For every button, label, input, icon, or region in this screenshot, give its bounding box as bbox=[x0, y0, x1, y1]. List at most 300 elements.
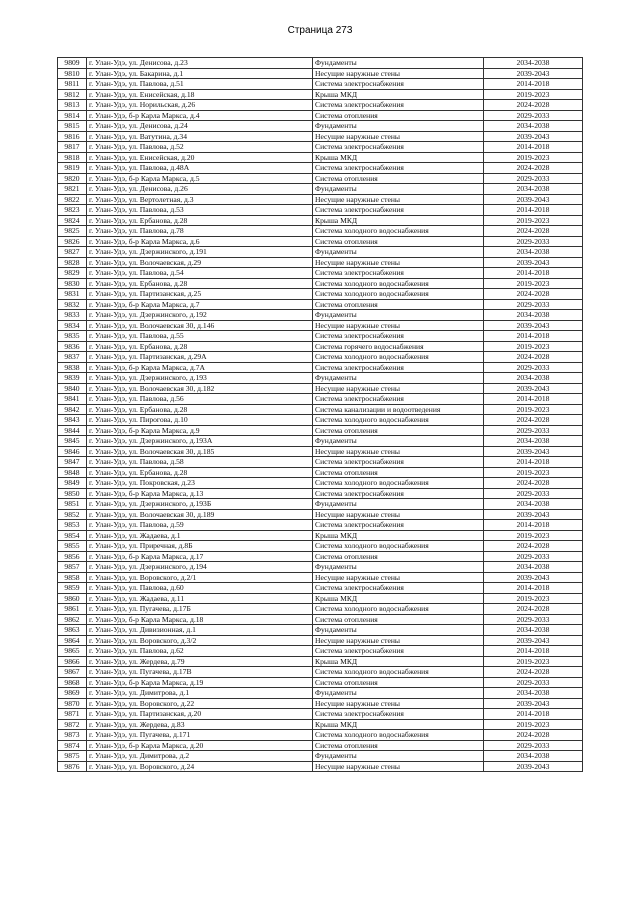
row-number: 9859 bbox=[58, 583, 87, 594]
structural-element-cell: Система отопления bbox=[313, 110, 484, 121]
row-number: 9856 bbox=[58, 551, 87, 562]
address-cell: г. Улан-Удэ, ул. Партизанская, д.25 bbox=[87, 289, 313, 300]
row-number: 9831 bbox=[58, 289, 87, 300]
row-number: 9849 bbox=[58, 478, 87, 489]
row-number: 9848 bbox=[58, 467, 87, 478]
address-cell: г. Улан-Удэ, ул. Дзержинского, д.194 bbox=[87, 562, 313, 573]
table-row bbox=[58, 488, 583, 499]
address-cell: г. Улан-Удэ, ул. Норильская, д.26 bbox=[87, 100, 313, 111]
table-row bbox=[58, 152, 583, 163]
address-cell: г. Улан-Удэ, ул. Дивизионная, д.1 bbox=[87, 625, 313, 636]
structural-element-cell: Фундаменты bbox=[313, 310, 484, 321]
table-row bbox=[58, 509, 583, 520]
repair-period-cell: 2024-2028 bbox=[484, 478, 583, 489]
address-cell: г. Улан-Удэ, ул. Димитрова, д.1 bbox=[87, 688, 313, 699]
structural-element-cell: Система электроснабжения bbox=[313, 331, 484, 342]
structural-element-cell: Система электроснабжения bbox=[313, 100, 484, 111]
row-number: 9872 bbox=[58, 719, 87, 730]
structural-element-cell: Несущие наружные стены bbox=[313, 383, 484, 394]
repair-period-cell: 2034-2038 bbox=[484, 247, 583, 258]
row-number: 9836 bbox=[58, 341, 87, 352]
structural-element-cell: Фундаменты bbox=[313, 184, 484, 195]
structural-element-cell: Фундаменты bbox=[313, 625, 484, 636]
table-row bbox=[58, 163, 583, 174]
address-cell: г. Улан-Удэ, ул. Волочаевская 30, д.182 bbox=[87, 383, 313, 394]
address-cell: г. Улан-Удэ, ул. Павлова, д.62 bbox=[87, 646, 313, 657]
row-number: 9811 bbox=[58, 79, 87, 90]
structural-element-cell: Система отопления bbox=[313, 299, 484, 310]
repair-period-cell: 2014-2018 bbox=[484, 646, 583, 657]
address-cell: г. Улан-Удэ, ул. Ербанова, д.28 bbox=[87, 278, 313, 289]
structural-element-cell: Система холодного водоснабжения bbox=[313, 352, 484, 363]
repair-period-cell: 2034-2038 bbox=[484, 184, 583, 195]
row-number: 9846 bbox=[58, 446, 87, 457]
table-row bbox=[58, 457, 583, 468]
structural-element-cell: Система холодного водоснабжения bbox=[313, 730, 484, 741]
repair-period-cell: 2029-2033 bbox=[484, 362, 583, 373]
row-number: 9828 bbox=[58, 257, 87, 268]
row-number: 9874 bbox=[58, 740, 87, 751]
table-row bbox=[58, 740, 583, 751]
structural-element-cell: Система горячего водоснабжения bbox=[313, 341, 484, 352]
row-number: 9834 bbox=[58, 320, 87, 331]
table-row bbox=[58, 341, 583, 352]
address-cell: г. Улан-Удэ, ул. Енисейская, д.18 bbox=[87, 89, 313, 100]
table-row bbox=[58, 478, 583, 489]
structural-element-cell: Система электроснабжения bbox=[313, 205, 484, 216]
repair-period-cell: 2039-2043 bbox=[484, 509, 583, 520]
structural-element-cell: Система электроснабжения bbox=[313, 362, 484, 373]
table-row bbox=[58, 131, 583, 142]
address-cell: г. Улан-Удэ, ул. Ербанова, д.28 bbox=[87, 341, 313, 352]
address-cell: г. Улан-Удэ, б-р Карла Маркса, д.17 bbox=[87, 551, 313, 562]
row-number: 9867 bbox=[58, 667, 87, 678]
repair-period-cell: 2014-2018 bbox=[484, 457, 583, 468]
address-cell: г. Улан-Удэ, ул. Павлова, д.56 bbox=[87, 394, 313, 405]
table-row bbox=[58, 761, 583, 772]
repair-period-cell: 2019-2023 bbox=[484, 719, 583, 730]
repair-period-cell: 2039-2043 bbox=[484, 68, 583, 79]
structural-element-cell: Крыша МКД bbox=[313, 89, 484, 100]
repair-period-cell: 2019-2023 bbox=[484, 278, 583, 289]
table-row bbox=[58, 194, 583, 205]
repair-period-cell: 2029-2033 bbox=[484, 551, 583, 562]
repair-period-cell: 2039-2043 bbox=[484, 194, 583, 205]
row-number: 9838 bbox=[58, 362, 87, 373]
table-row bbox=[58, 572, 583, 583]
structural-element-cell: Система электроснабжения bbox=[313, 488, 484, 499]
row-number: 9826 bbox=[58, 236, 87, 247]
table-row bbox=[58, 583, 583, 594]
table-row bbox=[58, 205, 583, 216]
address-cell: г. Улан-Удэ, ул. Пирогова, д.10 bbox=[87, 415, 313, 426]
repair-period-cell: 2014-2018 bbox=[484, 268, 583, 279]
address-cell: г. Улан-Удэ, ул. Дзержинского, д.192 bbox=[87, 310, 313, 321]
address-cell: г. Улан-Удэ, ул. Денисова, д.24 bbox=[87, 121, 313, 132]
address-cell: г. Улан-Удэ, ул. Волочаевская 30, д.146 bbox=[87, 320, 313, 331]
repair-period-cell: 2034-2038 bbox=[484, 688, 583, 699]
row-number: 9830 bbox=[58, 278, 87, 289]
address-cell: г. Улан-Удэ, б-р Карла Маркса, д.20 bbox=[87, 740, 313, 751]
row-number: 9812 bbox=[58, 89, 87, 100]
repair-period-cell: 2019-2023 bbox=[484, 404, 583, 415]
repair-period-cell: 2014-2018 bbox=[484, 520, 583, 531]
structural-element-cell: Несущие наружные стены bbox=[313, 257, 484, 268]
table-row bbox=[58, 320, 583, 331]
address-cell: г. Улан-Удэ, б-р Карла Маркса, д.5 bbox=[87, 173, 313, 184]
repair-period-cell: 2034-2038 bbox=[484, 751, 583, 762]
repair-period-cell: 2039-2043 bbox=[484, 383, 583, 394]
structural-element-cell: Крыша МКД bbox=[313, 530, 484, 541]
repair-period-cell: 2024-2028 bbox=[484, 415, 583, 426]
row-number: 9852 bbox=[58, 509, 87, 520]
table-row bbox=[58, 751, 583, 762]
structural-element-cell: Несущие наружные стены bbox=[313, 635, 484, 646]
address-cell: г. Улан-Удэ, ул. Бакарина, д.1 bbox=[87, 68, 313, 79]
repair-period-cell: 2039-2043 bbox=[484, 320, 583, 331]
table-row bbox=[58, 215, 583, 226]
table-row bbox=[58, 667, 583, 678]
address-cell: г. Улан-Удэ, ул. Павлова, д.58 bbox=[87, 457, 313, 468]
repair-period-cell: 2034-2038 bbox=[484, 436, 583, 447]
address-cell: г. Улан-Удэ, ул. Ербанова, д.28 bbox=[87, 404, 313, 415]
table-row bbox=[58, 635, 583, 646]
structural-element-cell: Несущие наружные стены bbox=[313, 131, 484, 142]
structural-element-cell: Крыша МКД bbox=[313, 719, 484, 730]
repair-period-cell: 2024-2028 bbox=[484, 604, 583, 615]
repair-period-cell: 2029-2033 bbox=[484, 614, 583, 625]
structural-element-cell: Система электроснабжения bbox=[313, 79, 484, 90]
table-row bbox=[58, 530, 583, 541]
structural-element-cell: Система отопления bbox=[313, 614, 484, 625]
address-cell: г. Улан-Удэ, ул. Ербанова, д.28 bbox=[87, 467, 313, 478]
repair-period-cell: 2019-2023 bbox=[484, 215, 583, 226]
repair-period-cell: 2034-2038 bbox=[484, 373, 583, 384]
structural-element-cell: Система электроснабжения bbox=[313, 583, 484, 594]
table-row bbox=[58, 299, 583, 310]
structural-element-cell: Система электроснабжения bbox=[313, 520, 484, 531]
table-row bbox=[58, 68, 583, 79]
repair-period-cell: 2014-2018 bbox=[484, 331, 583, 342]
row-number: 9829 bbox=[58, 268, 87, 279]
registry-table bbox=[57, 57, 583, 772]
table-row bbox=[58, 436, 583, 447]
structural-element-cell: Крыша МКД bbox=[313, 152, 484, 163]
address-cell: г. Улан-Удэ, ул. Вертолетная, д.3 bbox=[87, 194, 313, 205]
row-number: 9847 bbox=[58, 457, 87, 468]
repair-period-cell: 2024-2028 bbox=[484, 541, 583, 552]
structural-element-cell: Фундаменты bbox=[313, 751, 484, 762]
table-row bbox=[58, 467, 583, 478]
table-row bbox=[58, 236, 583, 247]
repair-period-cell: 2034-2038 bbox=[484, 625, 583, 636]
address-cell: г. Улан-Удэ, ул. Жадаева, д.11 bbox=[87, 593, 313, 604]
row-number: 9844 bbox=[58, 425, 87, 436]
address-cell: г. Улан-Удэ, ул. Павлова, д.51 bbox=[87, 79, 313, 90]
repair-period-cell: 2029-2033 bbox=[484, 110, 583, 121]
row-number: 9833 bbox=[58, 310, 87, 321]
table-row bbox=[58, 593, 583, 604]
repair-period-cell: 2029-2033 bbox=[484, 173, 583, 184]
table-row bbox=[58, 562, 583, 573]
structural-element-cell: Система отопления bbox=[313, 467, 484, 478]
table-row bbox=[58, 688, 583, 699]
address-cell: г. Улан-Удэ, б-р Карла Маркса, д.6 bbox=[87, 236, 313, 247]
repair-period-cell: 2019-2023 bbox=[484, 656, 583, 667]
repair-period-cell: 2019-2023 bbox=[484, 89, 583, 100]
table-row bbox=[58, 257, 583, 268]
table-row bbox=[58, 656, 583, 667]
structural-element-cell: Система холодного водоснабжения bbox=[313, 289, 484, 300]
repair-period-cell: 2014-2018 bbox=[484, 205, 583, 216]
table-row bbox=[58, 394, 583, 405]
address-cell: г. Улан-Удэ, б-р Карла Маркса, д.9 bbox=[87, 425, 313, 436]
row-number: 9869 bbox=[58, 688, 87, 699]
structural-element-cell: Система электроснабжения bbox=[313, 142, 484, 153]
repair-period-cell: 2034-2038 bbox=[484, 121, 583, 132]
table-row bbox=[58, 362, 583, 373]
address-cell: г. Улан-Удэ, ул. Ватутина, д.34 bbox=[87, 131, 313, 142]
repair-period-cell: 2024-2028 bbox=[484, 730, 583, 741]
address-cell: г. Улан-Удэ, б-р Карла Маркса, д.13 bbox=[87, 488, 313, 499]
structural-element-cell: Система отопления bbox=[313, 551, 484, 562]
structural-element-cell: Фундаменты bbox=[313, 58, 484, 69]
address-cell: г. Улан-Удэ, ул. Партизанская, д.20 bbox=[87, 709, 313, 720]
address-cell: г. Улан-Удэ, ул. Волочаевская 30, д.185 bbox=[87, 446, 313, 457]
table-row bbox=[58, 226, 583, 237]
table-row bbox=[58, 89, 583, 100]
structural-element-cell: Система электроснабжения bbox=[313, 268, 484, 279]
repair-period-cell: 2039-2043 bbox=[484, 635, 583, 646]
table-row bbox=[58, 499, 583, 510]
row-number: 9868 bbox=[58, 677, 87, 688]
row-number: 9832 bbox=[58, 299, 87, 310]
structural-element-cell: Система холодного водоснабжения bbox=[313, 604, 484, 615]
repair-period-cell: 2029-2033 bbox=[484, 299, 583, 310]
structural-element-cell: Система холодного водоснабжения bbox=[313, 667, 484, 678]
table-row bbox=[58, 604, 583, 615]
row-number: 9862 bbox=[58, 614, 87, 625]
repair-period-cell: 2039-2043 bbox=[484, 761, 583, 772]
table-row bbox=[58, 173, 583, 184]
row-number: 9853 bbox=[58, 520, 87, 531]
repair-period-cell: 2019-2023 bbox=[484, 593, 583, 604]
structural-element-cell: Система холодного водоснабжения bbox=[313, 415, 484, 426]
repair-period-cell: 2019-2023 bbox=[484, 341, 583, 352]
row-number: 9858 bbox=[58, 572, 87, 583]
structural-element-cell: Несущие наружные стены bbox=[313, 761, 484, 772]
repair-period-cell: 2034-2038 bbox=[484, 499, 583, 510]
structural-element-cell: Крыша МКД bbox=[313, 656, 484, 667]
repair-period-cell: 2024-2028 bbox=[484, 100, 583, 111]
table-row bbox=[58, 520, 583, 531]
address-cell: г. Улан-Удэ, ул. Павлова, д.48А bbox=[87, 163, 313, 174]
table-row bbox=[58, 79, 583, 90]
repair-period-cell: 2034-2038 bbox=[484, 310, 583, 321]
row-number: 9819 bbox=[58, 163, 87, 174]
address-cell: г. Улан-Удэ, ул. Жердева, д.79 bbox=[87, 656, 313, 667]
address-cell: г. Улан-Удэ, ул. Павлова, д.78 bbox=[87, 226, 313, 237]
address-cell: г. Улан-Удэ, ул. Павлова, д.59 bbox=[87, 520, 313, 531]
repair-period-cell: 2034-2038 bbox=[484, 562, 583, 573]
row-number: 9815 bbox=[58, 121, 87, 132]
structural-element-cell: Несущие наружные стены bbox=[313, 68, 484, 79]
row-number: 9865 bbox=[58, 646, 87, 657]
row-number: 9876 bbox=[58, 761, 87, 772]
table-row bbox=[58, 425, 583, 436]
table-row bbox=[58, 677, 583, 688]
row-number: 9817 bbox=[58, 142, 87, 153]
registry-table-body bbox=[58, 58, 583, 772]
repair-period-cell: 2024-2028 bbox=[484, 289, 583, 300]
row-number: 9840 bbox=[58, 383, 87, 394]
structural-element-cell: Несущие наружные стены bbox=[313, 320, 484, 331]
address-cell: г. Улан-Удэ, ул. Пугачева, д.17В bbox=[87, 667, 313, 678]
repair-period-cell: 2014-2018 bbox=[484, 142, 583, 153]
row-number: 9823 bbox=[58, 205, 87, 216]
address-cell: г. Улан-Удэ, ул. Димитрова, д.2 bbox=[87, 751, 313, 762]
structural-element-cell: Фундаменты bbox=[313, 562, 484, 573]
address-cell: г. Улан-Удэ, ул. Воровского, д.22 bbox=[87, 698, 313, 709]
structural-element-cell: Несущие наружные стены bbox=[313, 572, 484, 583]
repair-period-cell: 2019-2023 bbox=[484, 530, 583, 541]
structural-element-cell: Система электроснабжения bbox=[313, 394, 484, 405]
repair-period-cell: 2039-2043 bbox=[484, 257, 583, 268]
table-row bbox=[58, 247, 583, 258]
structural-element-cell: Несущие наружные стены bbox=[313, 509, 484, 520]
address-cell: г. Улан-Удэ, б-р Карла Маркса, д.19 bbox=[87, 677, 313, 688]
address-cell: г. Улан-Удэ, ул. Павлова, д.54 bbox=[87, 268, 313, 279]
table-row bbox=[58, 331, 583, 342]
structural-element-cell: Система электроснабжения bbox=[313, 457, 484, 468]
repair-period-cell: 2029-2033 bbox=[484, 236, 583, 247]
row-number: 9866 bbox=[58, 656, 87, 667]
address-cell: г. Улан-Удэ, ул. Воровского, д.24 bbox=[87, 761, 313, 772]
address-cell: г. Улан-Удэ, ул. Дзержинского, д.193Б bbox=[87, 499, 313, 510]
row-number: 9822 bbox=[58, 194, 87, 205]
repair-period-cell: 2029-2033 bbox=[484, 425, 583, 436]
repair-period-cell: 2039-2043 bbox=[484, 698, 583, 709]
address-cell: г. Улан-Удэ, ул. Жердева, д.83 bbox=[87, 719, 313, 730]
structural-element-cell: Крыша МКД bbox=[313, 593, 484, 604]
row-number: 9821 bbox=[58, 184, 87, 195]
row-number: 9871 bbox=[58, 709, 87, 720]
structural-element-cell: Система канализации и водоотведения bbox=[313, 404, 484, 415]
address-cell: г. Улан-Удэ, б-р Карла Маркса, д.7А bbox=[87, 362, 313, 373]
table-row bbox=[58, 404, 583, 415]
row-number: 9841 bbox=[58, 394, 87, 405]
row-number: 9825 bbox=[58, 226, 87, 237]
structural-element-cell: Фундаменты bbox=[313, 688, 484, 699]
table-row bbox=[58, 289, 583, 300]
table-row bbox=[58, 730, 583, 741]
structural-element-cell: Система холодного водоснабжения bbox=[313, 226, 484, 237]
row-number: 9864 bbox=[58, 635, 87, 646]
table-row bbox=[58, 551, 583, 562]
row-number: 9851 bbox=[58, 499, 87, 510]
address-cell: г. Улан-Удэ, ул. Дзержинского, д.191 bbox=[87, 247, 313, 258]
row-number: 9861 bbox=[58, 604, 87, 615]
row-number: 9850 bbox=[58, 488, 87, 499]
structural-element-cell: Несущие наружные стены bbox=[313, 446, 484, 457]
address-cell: г. Улан-Удэ, ул. Пугачева, д.171 bbox=[87, 730, 313, 741]
table-row bbox=[58, 541, 583, 552]
structural-element-cell: Система электроснабжения bbox=[313, 709, 484, 720]
address-cell: г. Улан-Удэ, ул. Дзержинского, д.193 bbox=[87, 373, 313, 384]
table-row bbox=[58, 184, 583, 195]
row-number: 9843 bbox=[58, 415, 87, 426]
row-number: 9863 bbox=[58, 625, 87, 636]
table-row bbox=[58, 121, 583, 132]
repair-period-cell: 2029-2033 bbox=[484, 677, 583, 688]
address-cell: г. Улан-Удэ, ул. Дзержинского, д.193А bbox=[87, 436, 313, 447]
structural-element-cell: Фундаменты bbox=[313, 436, 484, 447]
repair-period-cell: 2024-2028 bbox=[484, 352, 583, 363]
repair-period-cell: 2034-2038 bbox=[484, 58, 583, 69]
structural-element-cell: Система отопления bbox=[313, 236, 484, 247]
address-cell: г. Улан-Удэ, ул. Павлова, д.55 bbox=[87, 331, 313, 342]
table-row bbox=[58, 310, 583, 321]
address-cell: г. Улан-Удэ, ул. Ербанова, д.28 bbox=[87, 215, 313, 226]
repair-period-cell: 2019-2023 bbox=[484, 467, 583, 478]
address-cell: г. Улан-Удэ, б-р Карла Маркса, д.4 bbox=[87, 110, 313, 121]
table-row bbox=[58, 719, 583, 730]
address-cell: г. Улан-Удэ, ул. Воровского, д.2/1 bbox=[87, 572, 313, 583]
table-row bbox=[58, 110, 583, 121]
row-number: 9835 bbox=[58, 331, 87, 342]
address-cell: г. Улан-Удэ, ул. Волочаевская 30, д.189 bbox=[87, 509, 313, 520]
repair-period-cell: 2039-2043 bbox=[484, 572, 583, 583]
row-number: 9813 bbox=[58, 100, 87, 111]
address-cell: г. Улан-Удэ, ул. Павлова, д.52 bbox=[87, 142, 313, 153]
row-number: 9818 bbox=[58, 152, 87, 163]
row-number: 9814 bbox=[58, 110, 87, 121]
structural-element-cell: Система отопления bbox=[313, 425, 484, 436]
table-row bbox=[58, 100, 583, 111]
repair-period-cell: 2014-2018 bbox=[484, 394, 583, 405]
table-row bbox=[58, 698, 583, 709]
structural-element-cell: Система отопления bbox=[313, 677, 484, 688]
address-cell: г. Улан-Удэ, ул. Денисова, д.26 bbox=[87, 184, 313, 195]
table-row bbox=[58, 268, 583, 279]
row-number: 9816 bbox=[58, 131, 87, 142]
repair-period-cell: 2014-2018 bbox=[484, 709, 583, 720]
structural-element-cell: Фундаменты bbox=[313, 373, 484, 384]
table-row bbox=[58, 373, 583, 384]
row-number: 9860 bbox=[58, 593, 87, 604]
table-row bbox=[58, 614, 583, 625]
table-row bbox=[58, 646, 583, 657]
structural-element-cell: Фундаменты bbox=[313, 121, 484, 132]
table-row bbox=[58, 415, 583, 426]
repair-period-cell: 2024-2028 bbox=[484, 226, 583, 237]
address-cell: г. Улан-Удэ, б-р Карла Маркса, д.7 bbox=[87, 299, 313, 310]
row-number: 9845 bbox=[58, 436, 87, 447]
address-cell: г. Улан-Удэ, ул. Приречная, д.8Б bbox=[87, 541, 313, 552]
address-cell: г. Улан-Удэ, ул. Енисейская, д.20 bbox=[87, 152, 313, 163]
structural-element-cell: Фундаменты bbox=[313, 499, 484, 510]
address-cell: г. Улан-Удэ, ул. Жадаева, д.1 bbox=[87, 530, 313, 541]
structural-element-cell: Система холодного водоснабжения bbox=[313, 478, 484, 489]
row-number: 9875 bbox=[58, 751, 87, 762]
table-row bbox=[58, 446, 583, 457]
structural-element-cell: Система электроснабжения bbox=[313, 646, 484, 657]
address-cell: г. Улан-Удэ, ул. Денисова, д.23 bbox=[87, 58, 313, 69]
row-number: 9809 bbox=[58, 58, 87, 69]
repair-period-cell: 2014-2018 bbox=[484, 583, 583, 594]
page-title: Страница 273 bbox=[287, 25, 353, 36]
repair-period-cell: 2024-2028 bbox=[484, 163, 583, 174]
